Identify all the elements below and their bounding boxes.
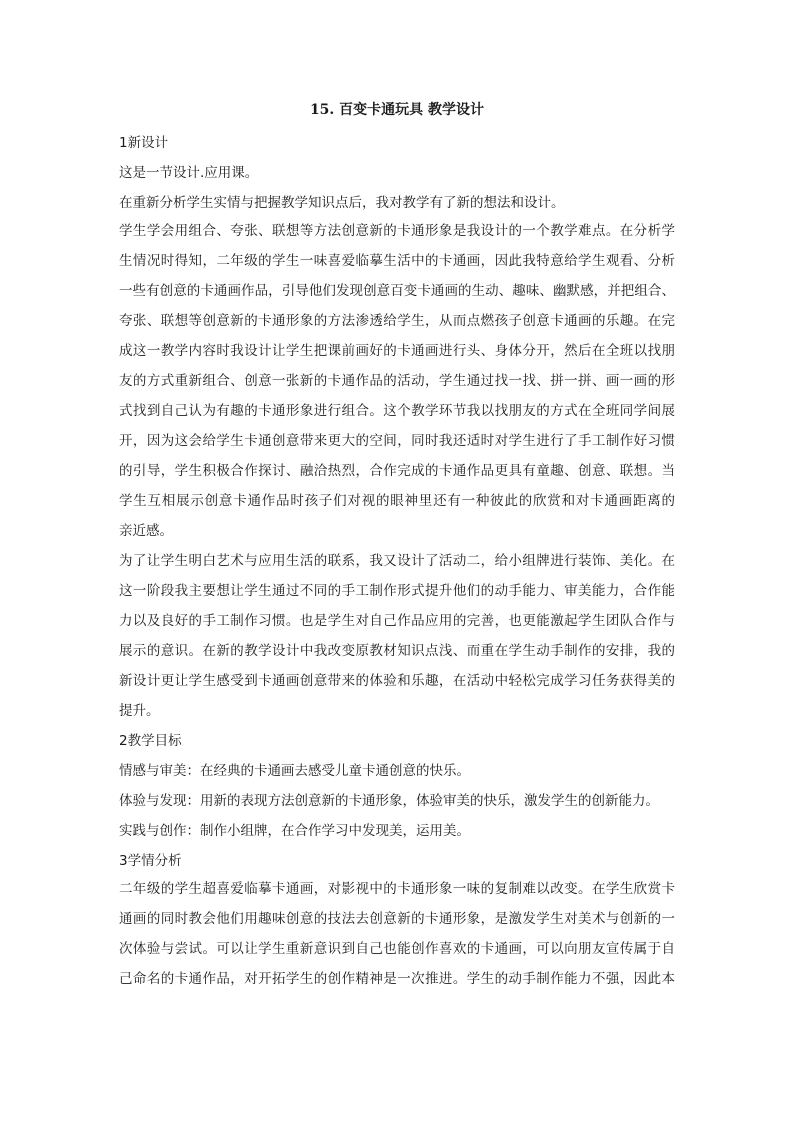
text-line: 学生学会用组合、夸张、联想等方法创意新的卡通形象是我设计的一个教学难点。在分析学	[119, 223, 675, 239]
goal-item: 体验与发现：用新的表现方法创意新的卡通形象，体验审美的快乐，激发学生的创新能力。	[119, 793, 659, 809]
section-heading-teaching-goals: 2教学目标	[119, 733, 182, 749]
text-line: 学生互相展示创意卡通作品时孩子们对视的眼神里还有一种彼此的欣赏和对卡通画距离的	[119, 493, 675, 509]
text-line: 友的方式重新组合、创意一张新的卡通作品的活动，学生通过找一找、拼一拼、画一画的形	[119, 373, 675, 389]
section-heading-new-design: 1新设计	[119, 135, 169, 151]
intro-line-2: 在重新分析学生实情与把握教学知识点后，我对教学有了新的想法和设计。	[119, 195, 565, 211]
text-line: 己命名的卡通作品，对开拓学生的创作精神是一次推进。学生的动手制作能力不强，因此本	[119, 971, 675, 987]
goal-item: 情感与审美：在经典的卡通画去感受儿童卡通创意的快乐。	[119, 763, 470, 779]
document-title: 15. 百变卡通玩具 教学设计	[309, 102, 485, 118]
text-line: 生情况时得知，二年级的学生一味喜爱临摹生活中的卡通画，因此我特意给学生观看、分析	[119, 253, 675, 269]
text-line: 开，因为这会给学生卡通创意带来更大的空间，同时我还适时对学生进行了手工制作好习惯	[119, 433, 675, 449]
paragraph-design-difficulty	[119, 216, 675, 546]
text-line: 力以及良好的手工制作习惯。也是学生对自己作品应用的完善，也更能激起学生团队合作与	[119, 613, 675, 629]
text-line: 成这一教学内容时我设计让学生把课前画好的卡通画进行头、身体分开，然后在全班以找朋	[119, 343, 675, 359]
text-line: 通画的同时教会他们用趣味创意的技法去创意新的卡通形象，是激发学生对美术与创新的一	[119, 911, 675, 927]
text-line: 一些有创意的卡通画作品，引导他们发现创意百变卡通画的生动、趣味、幽默感，并把组合、	[119, 283, 675, 299]
text-line: 二年级的学生超喜爱临摹卡通画，对影视中的卡通形象一味的复制难以改变。在学生欣赏卡	[119, 881, 675, 897]
paragraph-student-analysis	[119, 874, 675, 994]
text-line: 次体验与尝试。可以让学生重新意识到自己也能创作喜欢的卡通画，可以向朋友宣传属于自	[119, 941, 675, 957]
text-line: 为了让学生明白艺术与应用生活的联系，我又设计了活动二，给小组牌进行装饰、美化。在	[119, 553, 675, 569]
document-page	[119, 100, 675, 994]
section-heading-student-analysis: 3学情分析	[119, 853, 182, 869]
text-line: 这一阶段我主要想让学生通过不同的手工制作形式提升他们的动手能力、审美能力，合作能	[119, 583, 675, 599]
goal-item: 实践与创作：制作小组牌，在合作学习中发现美，运用美。	[119, 823, 470, 839]
text-line: 亲近感。	[119, 523, 173, 539]
text-line: 的引导，学生积极合作探讨、融洽热烈，合作完成的卡通作品更具有童趣、创意、联想。当	[119, 463, 675, 479]
intro-line-1: 这是一节设计.应用课。	[119, 165, 259, 181]
text-line: 夸张、联想等创意新的卡通形象的方法渗透给学生，从而点燃孩子创意卡通画的乐趣。在完	[119, 313, 675, 329]
text-line: 提升。	[119, 703, 160, 719]
text-line: 式找到自己认为有趣的卡通形象进行组合。这个教学环节我以找朋友的方式在全班同学间展	[119, 403, 675, 419]
paragraph-activity-two	[119, 546, 675, 726]
text-line: 展示的意识。在新的教学设计中我改变原教材知识点浅、而重在学生动手制作的安排，我的	[119, 643, 675, 659]
text-line: 新设计更让学生感受到卡通画创意带来的体验和乐趣，在活动中轻松完成学习任务获得美的	[119, 673, 675, 689]
